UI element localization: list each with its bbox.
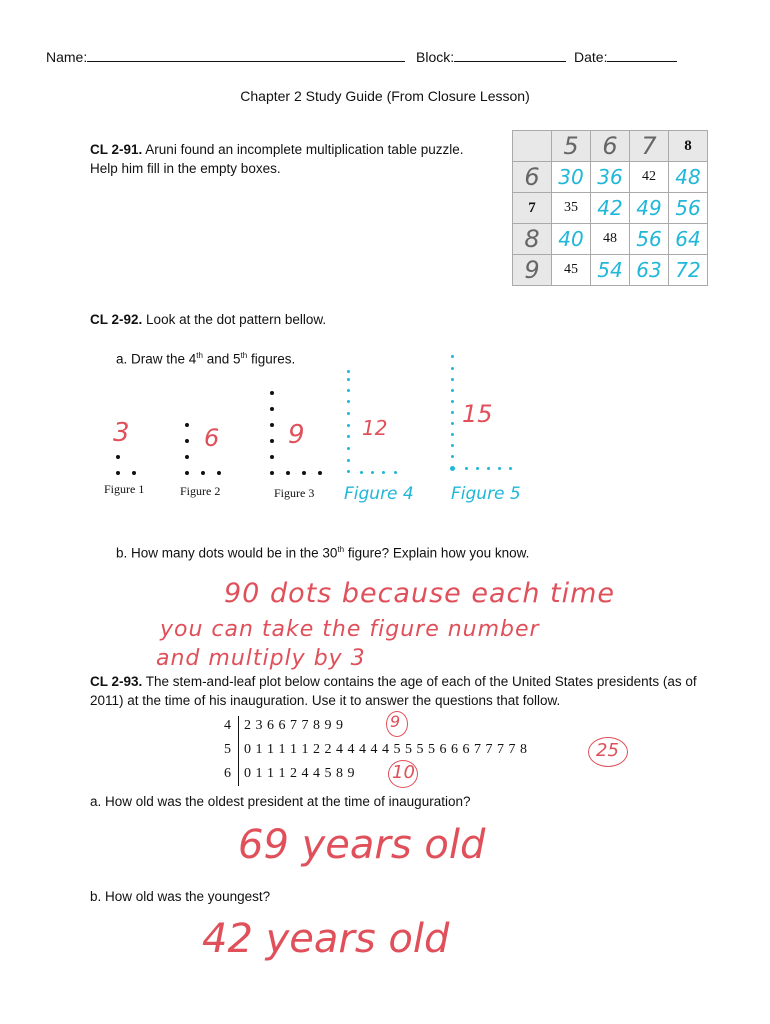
table-cell[interactable]: 56 bbox=[669, 193, 708, 224]
figure-label: Figure 1 bbox=[104, 482, 145, 496]
hand-count: 15 bbox=[462, 400, 493, 428]
date-label: Date: bbox=[574, 49, 608, 65]
name-label: Name: bbox=[46, 49, 88, 65]
stem-value: 5 bbox=[224, 742, 231, 757]
answer-b-line3: and multiply by 3 bbox=[156, 646, 366, 671]
dot bbox=[270, 407, 274, 411]
hand-dot bbox=[371, 471, 374, 474]
answer-b-line2: you can take the figure number bbox=[160, 617, 540, 642]
hand-dot bbox=[347, 459, 350, 462]
hand-dot bbox=[451, 433, 454, 436]
dot bbox=[132, 471, 136, 475]
dot bbox=[302, 471, 306, 475]
name-field bbox=[46, 48, 405, 65]
date-blank-line[interactable] bbox=[607, 48, 677, 62]
hand-dot bbox=[451, 389, 454, 392]
hand-dot bbox=[451, 444, 454, 447]
table-row bbox=[513, 224, 708, 255]
dot bbox=[270, 391, 274, 395]
superscript: th bbox=[196, 351, 203, 360]
table-cell[interactable]: 49 bbox=[630, 193, 669, 224]
stem-row bbox=[224, 742, 527, 758]
row-count: 10 bbox=[392, 762, 415, 783]
table-corner-cell bbox=[513, 131, 552, 162]
dot bbox=[270, 423, 274, 427]
hand-dot bbox=[451, 378, 454, 381]
table-cell[interactable]: 54 bbox=[591, 255, 630, 286]
hand-dot bbox=[347, 470, 350, 473]
hand-count: 6 bbox=[204, 424, 220, 452]
part-a-text: and 5 bbox=[202, 351, 241, 367]
cl291-text-line2: Help him fill in the empty boxes. bbox=[90, 161, 281, 176]
cl293-prompt bbox=[90, 672, 730, 710]
dot bbox=[116, 455, 120, 459]
dot bbox=[185, 471, 189, 475]
table-cell[interactable]: 36 bbox=[591, 162, 630, 193]
cl292-prompt bbox=[90, 310, 326, 329]
answer-b-line1: 90 dots because each time bbox=[224, 578, 616, 609]
table-row bbox=[513, 162, 708, 193]
cl291-text-line1: Aruni found an incomplete multiplication table puzzle. bbox=[145, 142, 464, 157]
block-label: Block: bbox=[416, 49, 455, 65]
stem-value: 4 bbox=[224, 718, 231, 733]
dot bbox=[201, 471, 205, 475]
table-cell: 45 bbox=[552, 255, 591, 286]
cl292-part-b bbox=[116, 540, 529, 563]
table-cell[interactable]: 30 bbox=[552, 162, 591, 193]
leaf-values: 2 3 6 6 7 7 8 9 9 bbox=[244, 718, 343, 733]
hand-dot bbox=[347, 400, 350, 403]
table-cell[interactable]: 63 bbox=[630, 255, 669, 286]
hand-dot bbox=[451, 411, 454, 414]
table-row-head[interactable]: 6 bbox=[513, 162, 552, 193]
cl293-number: CL 2-93. bbox=[90, 674, 143, 689]
date-field bbox=[574, 48, 677, 65]
hand-dot bbox=[450, 466, 455, 471]
part-b-text: figure? Explain how you know. bbox=[344, 545, 530, 561]
hand-dot bbox=[347, 447, 350, 450]
hand-count: 3 bbox=[113, 418, 130, 448]
table-row-head[interactable]: 8 bbox=[513, 224, 552, 255]
cl292-number: CL 2-92. bbox=[90, 312, 143, 327]
stem-divider bbox=[238, 716, 239, 786]
hand-dot bbox=[382, 471, 385, 474]
cl292-part-a bbox=[116, 346, 295, 369]
hand-dot bbox=[465, 467, 468, 470]
hand-dot bbox=[347, 389, 350, 392]
hand-dot bbox=[347, 435, 350, 438]
hand-dot bbox=[347, 378, 350, 381]
table-cell[interactable]: 56 bbox=[630, 224, 669, 255]
hand-dot bbox=[360, 471, 363, 474]
dot bbox=[185, 439, 189, 443]
superscript: th bbox=[240, 351, 248, 360]
page-title: Chapter 2 Study Guide (From Closure Lesson) bbox=[240, 88, 530, 104]
part-b-text: b. How many dots would be in the 30 bbox=[116, 545, 338, 561]
table-row-head[interactable]: 9 bbox=[513, 255, 552, 286]
table-top-head[interactable]: 5 bbox=[552, 131, 591, 162]
hand-dot bbox=[487, 467, 490, 470]
table-row bbox=[513, 255, 708, 286]
dot bbox=[270, 471, 274, 475]
table-header-row bbox=[513, 131, 708, 162]
figure-label: Figure 2 bbox=[180, 484, 221, 498]
hand-dot bbox=[451, 400, 454, 403]
leaf-values: 0 1 1 1 1 1 2 2 4 4 4 4 4 5 5 5 5 6 6 6 7 7 7 7 8 bbox=[244, 742, 527, 757]
table-cell[interactable]: 64 bbox=[669, 224, 708, 255]
hand-dot bbox=[451, 355, 454, 358]
leaf-values: 0 1 1 1 2 4 4 5 8 9 bbox=[244, 766, 355, 781]
block-blank-line[interactable] bbox=[454, 48, 566, 62]
cl291-number: CL 2-91. bbox=[90, 142, 143, 157]
hand-dot bbox=[347, 412, 350, 415]
table-cell[interactable]: 40 bbox=[552, 224, 591, 255]
dot bbox=[185, 455, 189, 459]
hand-dot bbox=[347, 424, 350, 427]
dot bbox=[217, 471, 221, 475]
stem-row bbox=[224, 718, 343, 734]
hand-figure-label: Figure 4 bbox=[344, 484, 414, 504]
dot bbox=[270, 455, 274, 459]
hand-dot bbox=[498, 467, 501, 470]
table-top-head[interactable]: 7 bbox=[630, 131, 669, 162]
stem-row bbox=[224, 766, 355, 782]
table-cell: 35 bbox=[552, 193, 591, 224]
answer-b: 42 years old bbox=[202, 916, 450, 962]
block-field bbox=[416, 48, 566, 65]
hand-dot bbox=[394, 471, 397, 474]
hand-count: 9 bbox=[288, 420, 305, 450]
dot bbox=[116, 471, 120, 475]
name-blank-line[interactable] bbox=[87, 48, 405, 62]
hand-figure-label: Figure 5 bbox=[451, 484, 521, 504]
dot bbox=[286, 471, 290, 475]
hand-dot bbox=[451, 367, 454, 370]
row-count: 9 bbox=[390, 712, 401, 731]
answer-a: 69 years old bbox=[238, 822, 486, 868]
hand-dot bbox=[476, 467, 479, 470]
hand-dot bbox=[451, 455, 454, 458]
table-top-head: 8 bbox=[669, 131, 708, 162]
table-cell[interactable]: 42 bbox=[591, 193, 630, 224]
hand-dot bbox=[451, 422, 454, 425]
cl293-part-b: b. How old was the youngest? bbox=[90, 889, 271, 904]
table-cell[interactable]: 48 bbox=[669, 162, 708, 193]
stem-value: 6 bbox=[224, 766, 231, 781]
cl293-part-a: a. How old was the oldest president at the time of inauguration? bbox=[90, 794, 471, 809]
row-count: 25 bbox=[596, 740, 619, 761]
dot bbox=[318, 471, 322, 475]
multiplication-table bbox=[512, 130, 708, 286]
cl293-text-line2: 2011) at the time of his inauguration. Use it to answer the questions that follow. bbox=[90, 693, 561, 708]
table-row bbox=[513, 193, 708, 224]
cl293-text-line1: The stem-and-leaf plot below contains the age of each of the United States presidents (as of bbox=[145, 674, 697, 689]
cl292-text: Look at the dot pattern bellow. bbox=[146, 312, 327, 327]
table-top-head[interactable]: 6 bbox=[591, 131, 630, 162]
table-row-head: 7 bbox=[513, 193, 552, 224]
hand-dot bbox=[509, 467, 512, 470]
table-cell[interactable]: 72 bbox=[669, 255, 708, 286]
figure-label: Figure 3 bbox=[274, 486, 315, 500]
superscript: th bbox=[337, 545, 345, 554]
hand-count: 12 bbox=[362, 416, 388, 440]
hand-dot bbox=[347, 370, 350, 373]
dot bbox=[270, 439, 274, 443]
table-cell: 48 bbox=[591, 224, 630, 255]
cl291-prompt bbox=[90, 140, 490, 178]
part-a-text: figures. bbox=[247, 351, 296, 367]
part-a-text: a. Draw the 4 bbox=[116, 351, 197, 367]
table-cell: 42 bbox=[630, 162, 669, 193]
dot bbox=[185, 423, 189, 427]
